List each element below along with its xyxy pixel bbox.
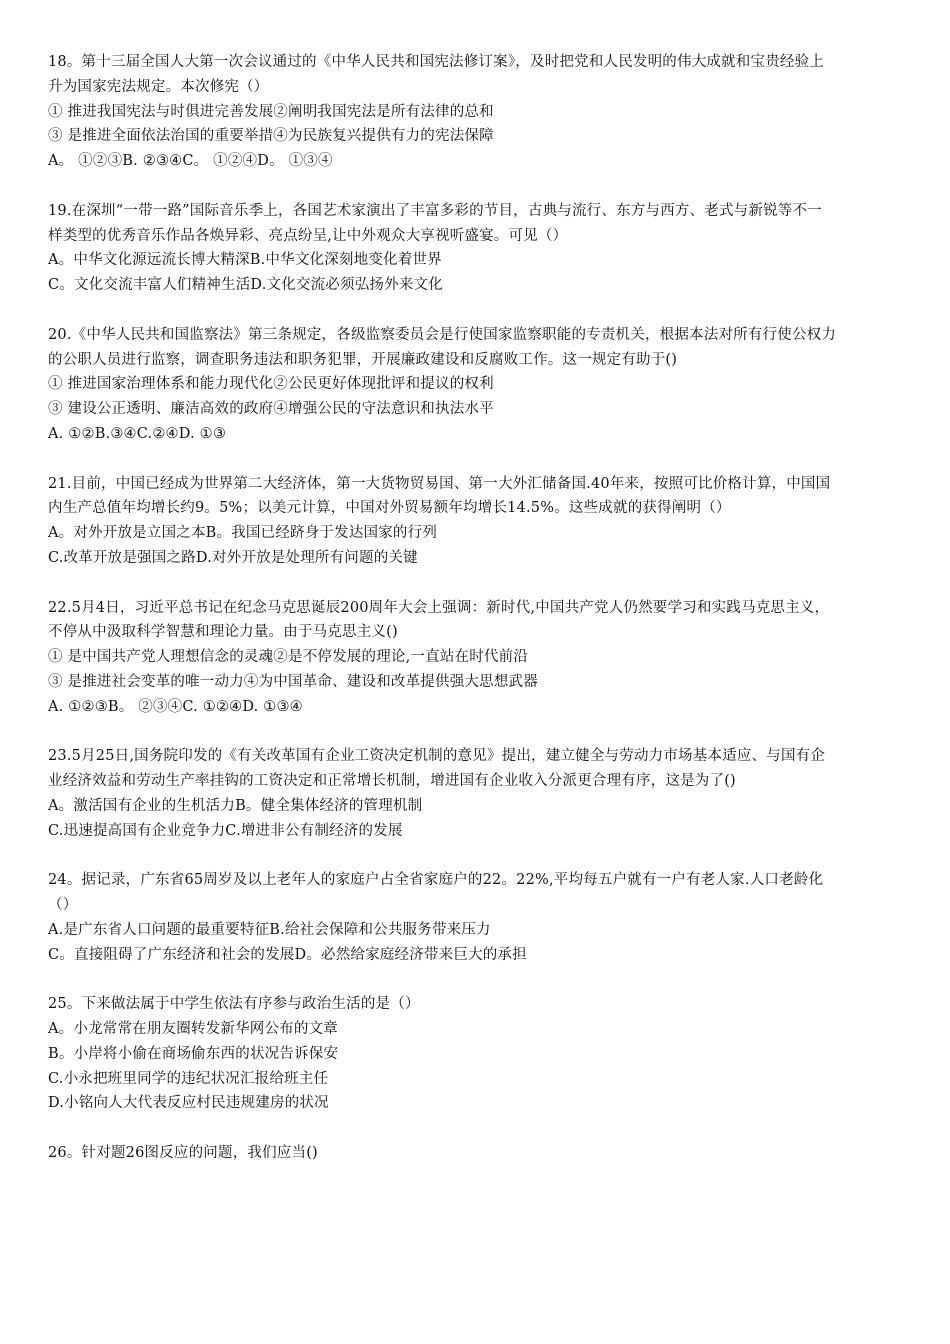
question-25-option-c: C.小永把班里同学的违纪状况汇报给班主任 — [48, 1070, 329, 1087]
question-21 — [48, 472, 904, 571]
question-19-stem-line-1: 19.在深圳“一带一路”国际音乐季上，各国艺术家演出了丰富多彩的节目，古典与流行、东方与西方、老式与新锐等不一 — [48, 202, 822, 219]
question-25-option-b: B。小岸将小偷在商场偷东西的状况告诉保安 — [48, 1045, 339, 1062]
question-19 — [48, 199, 904, 298]
question-21-stem-line-2: 内生产总值年均增长约9。5%；以美元计算，中国对外贸易额年均增长14.5%。这些成就的获得阐明（） — [48, 500, 731, 517]
question-18-stem-line-2: 升为国家宪法规定。本次修宪（） — [48, 78, 269, 95]
question-23-stem-line-1: 23.5月25日,国务院印发的《有关改革国有企业工资决定机制的意见》提出，建立健全与劳动力市场基本适应、与国有企 — [48, 748, 826, 765]
question-23-options-a-b: A。激活国有企业的生机活力B。健全集体经济的管理机制 — [48, 797, 423, 814]
question-18-options: A。 ①②③B. ②③④C。 ①②④D。 ①③④ — [48, 153, 333, 170]
question-25-stem: 25。下来做法属于中学生依法有序参与政治生活的是（） — [48, 996, 420, 1013]
question-23-stem-line-2: 业经济效益和劳动生产率挂钩的工资决定和正常增长机制，增进国有企业收入分派更合理有序，这是为了() — [48, 773, 736, 790]
question-25-option-a: A。小龙常常在朋友圈转发新华网公布的文章 — [48, 1021, 338, 1038]
question-20-statements-3-4: ③ 建设公正透明、廉洁高效的政府④增强公民的守法意识和执法水平 — [48, 401, 494, 418]
question-24-stem-line-2: （） — [48, 897, 78, 914]
question-22-options: A. ①②③B。 ②③④C. ①②④D. ①③④ — [48, 698, 303, 715]
question-23 — [48, 744, 904, 843]
question-21-stem-line-1: 21.目前，中国已经成为世界第二大经济体，第一大货物贸易国、第一大外汇储备国.40年来，按照可比价格计算，中国国 — [48, 475, 831, 492]
question-22-statements-3-4: ③ 是推进社会变革的唯一动力④为中国革命、建设和改革提供强大思想武器 — [48, 673, 538, 690]
question-22-stem-line-2: 不停从中汲取科学智慧和理论力量。由于马克思主义() — [48, 624, 398, 641]
question-spacer — [48, 844, 904, 869]
question-21-options-c-d: C.改革开放是强国之路D.对外开放是处理所有问题的关键 — [48, 549, 418, 566]
question-spacer — [48, 571, 904, 596]
question-24-stem-line-1: 24。据记录，广东省65周岁及以上老年人的家庭户占全省家庭户的22。22%,平均每五户就有一户有老人家.人口老龄化 — [48, 872, 824, 889]
question-21-options-a-b: A。对外开放是立国之本B。我国已经跻身于发达国家的行列 — [48, 525, 438, 542]
question-22-stem-line-1: 22.5月4日，习近平总书记在纪念马克思诞辰200周年大会上强调：新时代,中国共产党人仍然要学习和实践马克思主义， — [48, 599, 830, 616]
question-spacer — [48, 298, 904, 323]
question-22 — [48, 596, 904, 720]
question-spacer — [48, 967, 904, 992]
question-20-statements-1-2: ① 推进国家治理体系和能力现代化②公民更好体现批评和提议的权利 — [48, 376, 494, 393]
question-18-statements-3-4: ③ 是推进全面依法治国的重要举措④为民族复兴提供有力的宪法保障 — [48, 128, 494, 145]
question-20-stem-line-1: 20.《中华人民共和国监察法》第三条规定，各级监察委员会是行使国家监察职能的专责机关，根据本法对所有行使公权力 — [48, 326, 837, 343]
question-25 — [48, 992, 904, 1116]
question-20 — [48, 323, 904, 447]
question-22-statements-1-2: ① 是中国共产党人理想信念的灵魂②是不停发展的理论,一直站在时代前沿 — [48, 649, 529, 666]
question-spacer — [48, 1116, 904, 1141]
question-24-options-c-d: C。直接阻碍了广东经济和社会的发展D。必然给家庭经济带来巨大的承担 — [48, 946, 527, 963]
question-24-options-a-b: A.是广东省人口问题的最重要特征B.给社会保障和公共服务带来压力 — [48, 921, 491, 938]
question-20-options: A. ①②B.③④C.②④D. ①③ — [48, 425, 227, 442]
question-23-options-c-d: C.迅速提高国有企业竞争力C.增进非公有制经济的发展 — [48, 822, 403, 839]
question-spacer — [48, 720, 904, 745]
question-18 — [48, 50, 904, 174]
exam-page — [48, 50, 904, 1166]
question-25-option-d: D.小铭向人大代表反应村民违规建房的状况 — [48, 1095, 329, 1112]
question-spacer — [48, 447, 904, 472]
question-19-stem-line-2: 样类型的优秀音乐作品各焕异彩、亮点纷呈,让中外观众大享视听盛宴。可见（） — [48, 227, 568, 244]
question-26 — [48, 1141, 904, 1166]
question-spacer — [48, 174, 904, 199]
question-19-options-c-d: C。文化交流丰富人们精神生活D.文化交流必须弘扬外来文化 — [48, 277, 443, 294]
question-18-statements-1-2: ① 推进我国宪法与时俱进完善发展②阐明我国宪法是所有法律的总和 — [48, 103, 494, 120]
question-24 — [48, 868, 904, 967]
question-20-stem-line-2: 的公职人员进行监察，调查职务违法和职务犯罪，开展廉政建设和反腐败工作。这一规定有助于() — [48, 351, 678, 368]
question-18-stem-line-1: 18。第十三届全国人大第一次会议通过的《中华人民共和国宪法修订案》，及时把党和人民发明的伟大成就和宝贵经验上 — [48, 54, 824, 70]
question-19-options-a-b: A。中华文化源远流长博大精深B.中华文化深刻地变化着世界 — [48, 252, 442, 269]
question-26-stem: 26。针对题26图反应的问题，我们应当() — [48, 1145, 318, 1162]
